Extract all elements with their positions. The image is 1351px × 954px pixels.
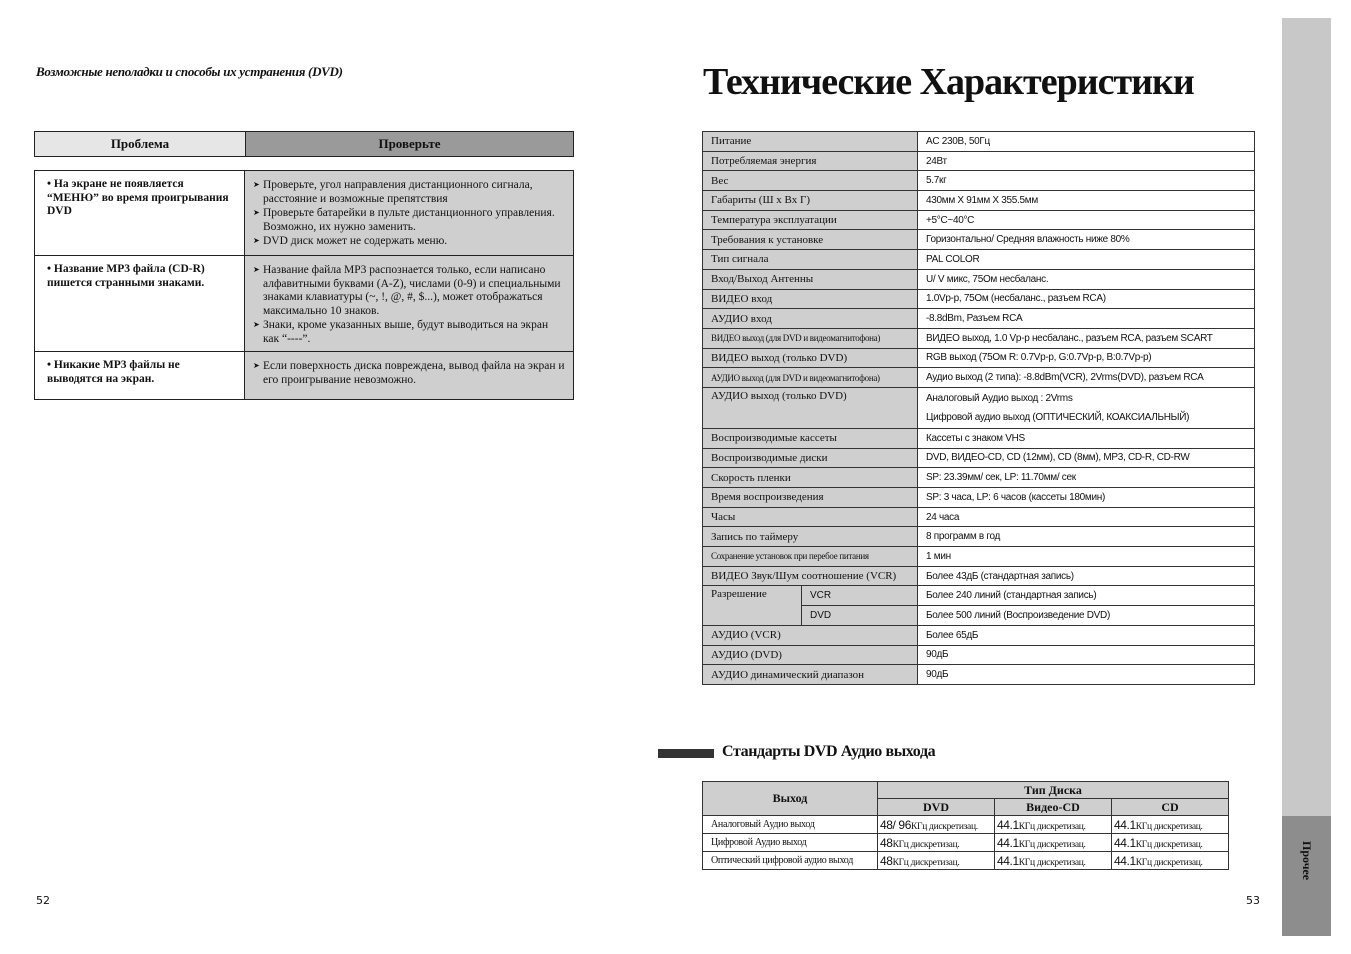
spec-row-audio-out-dvd [703, 387, 1255, 428]
spec-row [703, 665, 1255, 685]
check-item: ➤ Название файла MP3 распознается только, если написано алфавитными буквами (A-Z), числами (0-9) и специальными знаками клавиатуры (~, !, @, #, $...), может отображаться максимально 10 знаков. [253, 263, 567, 318]
spec-row [703, 191, 1255, 211]
spec-label: Сохранение установок при перебое питания [703, 547, 918, 567]
sampling-rate-cell [1112, 816, 1229, 834]
disc-column-vcd: Видео-CD [995, 799, 1112, 816]
sampling-rate-value: 44.1 [997, 853, 1019, 868]
spec-value: SP: 3 часа, LP: 6 часов (кассеты 180мин) [918, 488, 1255, 508]
spec-value: PAL COLOR [918, 250, 1255, 270]
chapter-label-text: Прочее [1300, 841, 1314, 881]
spec-row [703, 171, 1255, 191]
spec-value: Более 43дБ (стандартная запись) [918, 566, 1255, 586]
spec-value: DVD, ВИДЕО-CD, CD (12мм), CD (8мм), MP3, CD-R, CD-RW [918, 448, 1255, 468]
problem-column-header: Проблема [35, 132, 246, 156]
sampling-rate-unit: КГц дискретизац. [1135, 857, 1203, 868]
check-column-header: Проверьте [246, 132, 573, 156]
check-item: ➤ Проверьте батарейки в пульте дистанционного управления. Возможно, их нужно заменить. [253, 206, 567, 234]
resolution-source: DVD [801, 606, 917, 626]
sampling-rate-unit: КГц дискретизац. [1135, 839, 1203, 850]
spec-value: 24Вт [918, 151, 1255, 171]
check-item: ➤ Если поверхность диска повреждена, вывод файла на экран и его проигрывание невозможно. [253, 359, 567, 387]
output-type-label: Цифровой Аудио выход [703, 834, 878, 852]
spec-value: Горизонтально/ Средняя влажность ниже 80% [918, 230, 1255, 250]
spec-row [703, 309, 1255, 329]
spec-value: Более 500 линий (Воспроизведение DVD) [918, 606, 1255, 626]
spec-row [703, 507, 1255, 527]
spec-row [703, 468, 1255, 488]
troubleshooting-row [35, 352, 573, 399]
sampling-rate-value: 44.1 [997, 817, 1019, 832]
output-type-label: Оптический цифровой аудио выход [703, 852, 878, 870]
spec-label: АУДИО выход (только DVD) [703, 387, 918, 428]
spec-value: 1.0Vp-p, 75Ом (несбаланс., разъем RCA) [918, 289, 1255, 309]
spec-label: Потребляемая энергия [703, 151, 918, 171]
spec-label: ВИДЕО выход (только DVD) [703, 348, 918, 368]
spec-label: АУДИО (DVD) [703, 645, 918, 665]
sampling-rate-unit: КГц дискретизац. [1018, 857, 1086, 868]
spec-row [703, 250, 1255, 270]
spec-row [703, 151, 1255, 171]
spec-label: Тип сигнала [703, 250, 918, 270]
check-list [245, 352, 573, 399]
troubleshooting-row [35, 171, 573, 256]
sampling-rate-cell [1112, 852, 1229, 870]
sampling-rate-value: 48 [880, 853, 893, 868]
spec-value: Аудио выход (2 типа): -8.8dBm(VCR), 2Vrms(DVD), разъем RCA [918, 368, 1255, 388]
spec-label: Вес [703, 171, 918, 191]
sampling-rate-cell [878, 852, 995, 870]
sampling-rate-cell [878, 816, 995, 834]
problem-text: • На экране не появляется “МЕНЮ” во время проигрывания DVD [35, 171, 245, 255]
spec-label: Запись по таймеру [703, 527, 918, 547]
troubleshooting-row [35, 256, 573, 352]
spec-value: U/ V микс, 75Ом несбаланс. [918, 269, 1255, 289]
troubleshooting-heading: Возможные неполадки и способы их устранения (DVD) [36, 64, 343, 79]
spec-row [703, 289, 1255, 309]
spec-row [703, 210, 1255, 230]
sampling-rate-value: 48 [880, 835, 893, 850]
spec-row [703, 368, 1255, 388]
spec-label: ВИДЕО вход [703, 289, 918, 309]
sampling-rate-cell [1112, 834, 1229, 852]
spec-value: AC 230В, 50Гц [918, 132, 1255, 152]
problem-text: • Никакие MP3 файлы не выводятся на экран. [35, 352, 245, 399]
specifications-title: Технические Характеристики [703, 61, 1194, 103]
sampling-rate-cell [995, 852, 1112, 870]
sampling-rate-unit: КГц дискретизац. [910, 821, 978, 832]
spec-label: Время воспроизведения [703, 488, 918, 508]
spec-value: Кассеты с знаком VHS [918, 428, 1255, 448]
spec-value: 8 программ в год [918, 527, 1255, 547]
resolution-source: VCR [801, 586, 917, 606]
spec-label: АУДИО выход (для DVD и видеомагнитофона) [703, 368, 918, 388]
spec-row [703, 645, 1255, 665]
spec-row [703, 269, 1255, 289]
standards-row [703, 852, 1229, 870]
sampling-rate-unit: КГц дискретизац. [892, 857, 960, 868]
sampling-rate-unit: КГц дискретизац. [1018, 839, 1086, 850]
spec-row-resolution [703, 586, 1255, 606]
spec-label: ВИДЕО Звук/Шум соотношение (VCR) [703, 566, 918, 586]
spec-label: Питание [703, 132, 918, 152]
specifications-table [702, 131, 1255, 685]
sampling-rate-cell [995, 834, 1112, 852]
sampling-rate-value: 48/ 96 [880, 817, 911, 832]
check-item: ➤ DVD диск может не содержать меню. [253, 234, 567, 249]
spec-label: Воспроизводимые диски [703, 448, 918, 468]
sampling-rate-value: 44.1 [1114, 835, 1136, 850]
spec-label: АУДИО (VCR) [703, 625, 918, 645]
spec-row [703, 448, 1255, 468]
spec-label: АУДИО динамический диапазон [703, 665, 918, 685]
sampling-rate-value: 44.1 [997, 835, 1019, 850]
spec-label: Вход/Выход Антенны [703, 269, 918, 289]
standards-row [703, 816, 1229, 834]
spec-value: SP: 23.39мм/ сек, LP: 11.70мм/ сек [918, 468, 1255, 488]
chapter-side-tab [1282, 18, 1331, 936]
spec-label: Температура эксплуатации [703, 210, 918, 230]
spec-value: ВИДЕО выход, 1.0 Vp-p несбаланс., разъем RCA, разъем SCART [918, 328, 1255, 348]
troubleshooting-table-header [34, 131, 574, 157]
problem-text: • Название MP3 файла (CD-R) пишется странными знаками. [35, 256, 245, 351]
spec-row [703, 328, 1255, 348]
disc-column-cd: CD [1112, 799, 1229, 816]
output-column-header: Выход [703, 782, 878, 816]
chapter-side-label [1282, 816, 1331, 906]
spec-value: 24 часа [918, 507, 1255, 527]
troubleshooting-table [34, 170, 574, 400]
sampling-rate-cell [995, 816, 1112, 834]
spec-value: Более 240 линий (стандартная запись) [918, 586, 1255, 606]
disc-column-dvd: DVD [878, 799, 995, 816]
check-list [245, 171, 573, 255]
spec-value [918, 387, 1255, 428]
spec-label: Требования к установке [703, 230, 918, 250]
spec-value: -8.8dBm, Разъем RCA [918, 309, 1255, 329]
page-number-right: 53 [1246, 894, 1260, 907]
sampling-rate-unit: КГц дискретизац. [892, 839, 960, 850]
sampling-rate-unit: КГц дискретизац. [1018, 821, 1086, 832]
spec-label: АУДИО вход [703, 309, 918, 329]
spec-row [703, 547, 1255, 567]
spec-label: Воспроизводимые кассеты [703, 428, 918, 448]
spec-value: 1 мин [918, 547, 1255, 567]
standards-row [703, 834, 1229, 852]
disc-type-header: Тип Диска [878, 782, 1229, 799]
sampling-rate-cell [878, 834, 995, 852]
output-type-label: Аналоговый Аудио выход [703, 816, 878, 834]
spec-value: 430мм X 91мм X 355.5мм [918, 191, 1255, 211]
page-number-left: 52 [36, 894, 50, 907]
audio-output-standards-table [702, 781, 1229, 870]
spec-value-line: Аналоговый Аудио выход : 2Vrms [926, 392, 1073, 404]
spec-row [703, 348, 1255, 368]
spec-label: Скорость пленки [703, 468, 918, 488]
spec-label: Разрешение [703, 586, 802, 625]
check-item: ➤ Знаки, кроме указанных выше, будут выводиться на экран как “----”. [253, 318, 567, 346]
spec-row [703, 428, 1255, 448]
spec-label: Часы [703, 507, 918, 527]
spec-row [703, 527, 1255, 547]
spec-row [703, 488, 1255, 508]
standards-section-title: Стандарты DVD Аудио выхода [722, 743, 936, 760]
check-list [245, 256, 573, 351]
sampling-rate-unit: КГц дискретизац. [1135, 821, 1203, 832]
spec-value-line: Цифровой аудио выход (ОПТИЧЕСКИЙ, КОАКСИАЛЬНЫЙ) [926, 411, 1190, 423]
spec-row [703, 566, 1255, 586]
spec-row [703, 625, 1255, 645]
section-marker-bar [658, 749, 714, 758]
check-item: ➤ Проверьте, угол направления дистанционного сигнала, расстояние и возможные препятствия [253, 178, 567, 206]
spec-value: 90дБ [918, 645, 1255, 665]
spec-row [703, 230, 1255, 250]
spec-value: Более 65дБ [918, 625, 1255, 645]
spec-value: +5°C~40°C [918, 210, 1255, 230]
sampling-rate-value: 44.1 [1114, 853, 1136, 868]
spec-label: ВИДЕО выход (для DVD и видеомагнитофона) [703, 328, 918, 348]
spec-value: RGB выход (75Ом R: 0.7Vp-p, G:0.7Vp-p, B:0.7Vp-p) [918, 348, 1255, 368]
sampling-rate-value: 44.1 [1114, 817, 1136, 832]
spec-value: 5.7кг [918, 171, 1255, 191]
spec-value: 90дБ [918, 665, 1255, 685]
spec-row [703, 132, 1255, 152]
spec-label: Габариты (Ш x Вх Г) [703, 191, 918, 211]
